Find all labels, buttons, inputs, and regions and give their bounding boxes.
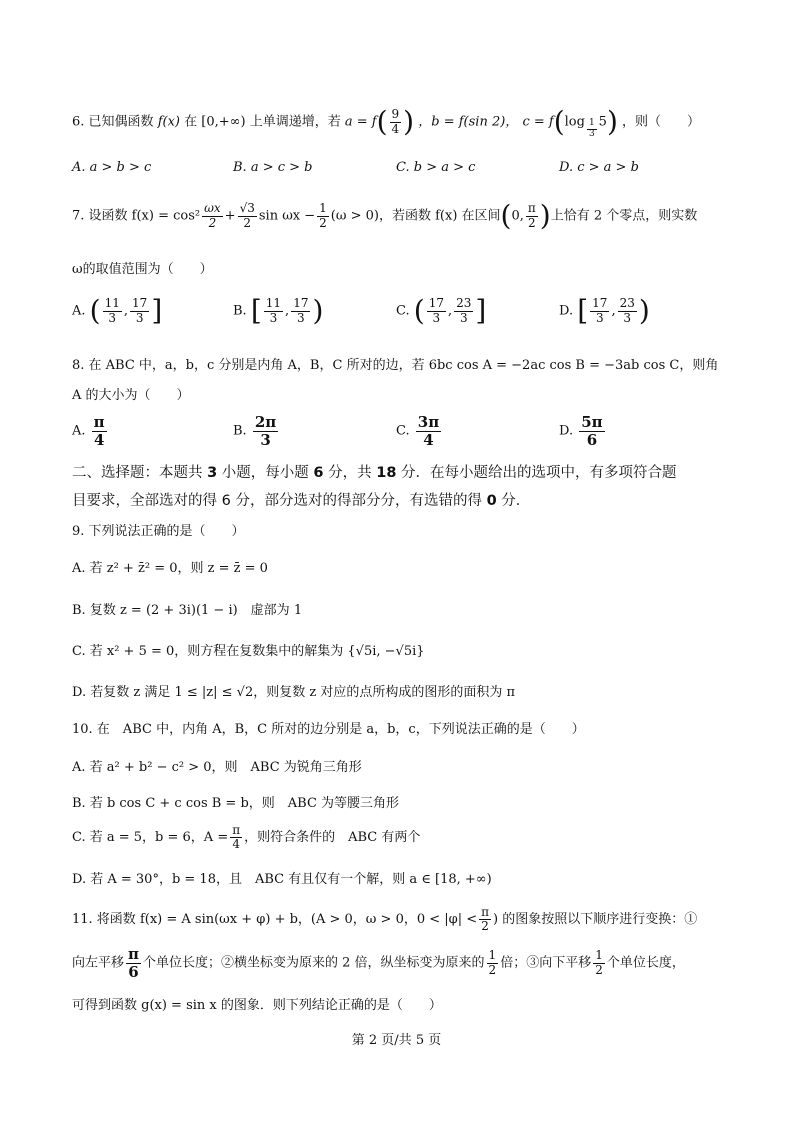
q9-option-c: C. 若 x² + 5 = 0，则方程在复数集中的解集为 {√5i, −√5i}: [72, 644, 425, 659]
q11-l1-a: 11. 将函数 f(x) = A sin(ωx + φ) + b，(A > 0，ω > 0，0 < |φ| <: [72, 912, 478, 928]
q6-interval: [0,+∞): [201, 114, 246, 130]
q8-d-frac: [579, 414, 604, 448]
q6-c-paren-close: ): [606, 105, 618, 138]
q8-b-label: B.: [233, 423, 247, 439]
q8-c-label: C.: [396, 423, 410, 439]
q7-int-close: ): [539, 199, 551, 232]
q7-int-frac: [526, 202, 538, 229]
q7-c-d2: 3: [459, 310, 468, 325]
q11-l1-den: 2: [481, 919, 489, 934]
q6-paren-open: (: [376, 105, 388, 138]
q8-option-d: [559, 414, 607, 448]
q11-l2-d2: 2: [488, 962, 497, 977]
q7-f1-num: ωx: [204, 201, 221, 216]
q7-f2-den: 2: [243, 215, 252, 230]
section2-p4: 分．在每小题给出的选项中，有多项符合题: [396, 465, 677, 481]
q7-b-d2: 3: [297, 310, 305, 325]
q6-text-c: 上单调递增，若: [249, 114, 341, 130]
q7-c-lbracket: (: [413, 294, 425, 327]
q7-c-label: C.: [396, 303, 410, 319]
section2-p3: 分，共: [323, 465, 377, 481]
q9-option-a: A. 若 z² + z̄² = 0，则 z = z̄ = 0: [72, 561, 268, 576]
q10-option-c: [72, 824, 420, 851]
q7-b-lbracket: [: [250, 294, 262, 327]
q7-option-d: D. [ $\frac{17}{3}$ , $\frac{23}{3}$ ): [559, 294, 650, 327]
q9-option-d: D. 若复数 z 满足 1 ≤ |z| ≤ √2，则复数 z 对应的点所构成的图形的面积为 π: [72, 685, 516, 700]
section2-n2: 6: [313, 465, 324, 481]
q7-d-lbracket: [: [577, 294, 589, 327]
q8-a-label: A.: [72, 423, 86, 439]
q6-stem: [72, 105, 701, 139]
q11-l2-c: 倍；③向下平移: [500, 955, 592, 971]
q7-d-d1: 3: [595, 310, 604, 325]
q7-b-n2: 17: [293, 296, 309, 311]
q7-b-frac2: [291, 297, 310, 324]
q11-l2-b: 个单位长度；②横坐标变为原来的 2 倍，纵坐标变为原来的: [143, 955, 485, 971]
q8-b-num: 2π: [254, 413, 277, 431]
q7-d-label: D.: [559, 303, 574, 319]
q7-a-n2: 17: [132, 296, 148, 311]
q10-c-text-a: C. 若 a = 5，b = 6，A =: [72, 830, 229, 846]
q7-a-d1: 3: [108, 310, 117, 325]
q11-l2-a: 向左平移: [72, 955, 125, 971]
q7-b-d1: 3: [269, 310, 278, 325]
q7-d-frac1: [590, 297, 609, 324]
q8-a-frac: [92, 414, 107, 448]
q7-a-rbracket: ]: [151, 294, 163, 327]
q7-f3-num: 1: [319, 201, 327, 216]
q11-l2-d: 个单位长度，: [606, 955, 685, 971]
q6-option-c: C. b > a > c: [396, 160, 476, 175]
q6-option-a: A. a > b > c: [72, 160, 152, 175]
q11-l2-d3: 2: [595, 962, 603, 977]
q7-d-d2: 3: [623, 310, 632, 325]
section2-n3: 18: [376, 465, 397, 481]
section2-line2: [72, 492, 530, 510]
q6-c-def: c = f: [522, 114, 554, 130]
q7-c-rbracket: ]: [475, 294, 487, 327]
q7-d-n2: 23: [619, 296, 635, 311]
q7-c-frac1: [427, 297, 446, 324]
q7-f3-den: 2: [319, 215, 327, 230]
q7-text-mid: sin ωx −: [258, 208, 316, 224]
q7-b-n1: 11: [265, 296, 282, 311]
q11-l2-n2: 1: [488, 948, 497, 963]
q6-a-def: a = f: [344, 114, 377, 130]
q7-option-a: A. ( $\frac{11}{3}$ , $\frac{17}{3}$ ]: [72, 294, 163, 327]
q8-option-c: [396, 414, 443, 448]
q8-b-den: 3: [260, 430, 271, 449]
q11-l2-d1: 6: [128, 962, 139, 981]
q8-option-a: [72, 414, 109, 448]
q7-a-frac2: [130, 297, 149, 324]
q6-a-den: 4: [391, 121, 400, 136]
q6-text-d: ，则（ ）: [622, 114, 701, 130]
q11-l2-frac1: [126, 946, 141, 980]
q7-c-frac2: [454, 297, 473, 324]
q7-f1-den: 2: [208, 215, 217, 230]
q7-text-b: 上恰有 2 个零点，则实数: [550, 208, 698, 224]
q7-text-tail: (ω > 0)，若函数 f(x) 在区间: [330, 208, 501, 224]
q7-c-n2: 23: [456, 296, 472, 311]
q10-c-den: 4: [232, 837, 240, 852]
q7-b-rbracket: ): [312, 294, 324, 327]
section2-p1: 二、选择题：本题共: [72, 465, 208, 481]
q8-b-frac: [253, 414, 278, 448]
q7-int-a: 0,: [511, 208, 524, 224]
section2-p2: 小题，每小题: [217, 465, 314, 481]
q7-int-num: π: [527, 201, 536, 216]
q6-c-base-den: 3: [588, 128, 595, 139]
q8-d-den: 6: [586, 430, 598, 449]
q8-a-num: π: [93, 413, 105, 431]
q8-a-den: 4: [93, 430, 105, 449]
q11-l2-frac3: [593, 949, 605, 976]
q7-d-frac2: [618, 297, 637, 324]
q7-stem: [72, 199, 698, 232]
q8-c-den: 4: [423, 430, 434, 449]
q10-option-a: A. 若 a² + b² − c² > 0，则 ABC 为锐角三角形: [72, 760, 362, 775]
q6-a-num: 9: [391, 107, 400, 122]
q7-b-frac1: [264, 297, 283, 324]
q6-c-arg: 5: [598, 114, 607, 130]
q9-stem: 9. 下列说法正确的是（ ）: [72, 524, 245, 539]
section2-line2b: 分．: [496, 493, 531, 509]
q10-option-b: B. 若 b cos C + c cos B = b，则 ABC 为等腰三角形: [72, 796, 400, 811]
q6-text-b: 在: [184, 114, 198, 130]
q7-option-b: B. [ $\frac{11}{3}$ , $\frac{17}{3}$ ): [233, 294, 324, 327]
q8-d-label: D.: [559, 423, 574, 439]
q11-line3: 可得到函数 g(x) = sin x 的图象．则下列结论正确的是（ ）: [72, 998, 442, 1013]
q11-l1-b: ) 的图象按照以下顺序进行变换：①: [493, 912, 698, 928]
q8-c-frac: [416, 414, 441, 448]
q8-stem-line1: 8. 在 ABC 中，a，b，c 分别是内角 A，B，C 所对的边，若 6bc cos A = −2ac cos B = −3ab cos C，则角: [72, 358, 719, 373]
q7-d-rbracket: ): [638, 294, 650, 327]
q7-a-frac1: [103, 297, 122, 324]
q7-a-lbracket: (: [89, 294, 101, 327]
q6-c-base-num: 1: [588, 117, 595, 128]
section2-line2a: 目要求，全部选对的得 6 分，部分选对的得部分分，有选错的得: [72, 493, 487, 509]
q10-c-text-b: ，则符合条件的 ABC 有两个: [244, 830, 421, 846]
q7-c-d1: 3: [432, 310, 441, 325]
q7-frac3: [317, 202, 329, 229]
q7-int-den: 2: [528, 215, 536, 230]
page-footer: 第 2 页/共 5 页: [351, 1033, 442, 1048]
q6-c-base: [587, 119, 597, 140]
q6-option-b: B. a > c > b: [233, 160, 313, 175]
q11-l2-frac2: [487, 949, 499, 976]
q7-b-label: B.: [233, 303, 247, 319]
q6-a-frac: [390, 108, 402, 135]
section2-n4: 0: [486, 493, 497, 509]
q6-text-a: 6. 已知偶函数: [72, 114, 154, 130]
q11-line2: [72, 946, 685, 980]
q7-plus: +: [224, 208, 236, 224]
q11-l2-n1: π: [128, 945, 139, 963]
q11-l2-n3: 1: [595, 948, 603, 963]
q8-stem-line2: A 的大小为（ ）: [72, 388, 190, 403]
q6-option-d: D. c > a > b: [559, 160, 639, 175]
q7-frac2: [238, 202, 257, 229]
q8-d-num: 5π: [581, 413, 603, 431]
q6-c-log: log: [564, 114, 585, 130]
q6-c-paren-open: (: [553, 105, 565, 138]
q11-line1: [72, 906, 697, 933]
q7-a-label: A.: [72, 303, 86, 319]
q7-stem-line2: ω的取值范围为（ ）: [72, 262, 213, 277]
section2-line1: [72, 464, 677, 482]
q7-text-a: 7. 设函数 f(x) = cos²: [72, 208, 201, 224]
q11-l1-num: π: [481, 905, 490, 919]
q7-f2-num: √3: [239, 201, 255, 216]
q7-int-open: (: [500, 199, 512, 232]
q8-c-num: 3π: [417, 413, 440, 431]
q6-b-def: ，b = f(sin 2)，: [418, 114, 519, 130]
q11-l1-frac: [479, 906, 491, 933]
q7-c-n1: 17: [428, 296, 444, 311]
q7-frac1: [202, 202, 223, 229]
q10-stem: 10. 在 ABC 中，内角 A，B，C 所对的边分别是 a，b，c，下列说法正确的是（ ）: [72, 722, 585, 737]
q7-d-n1: 17: [592, 296, 608, 311]
q9-option-b: B. 复数 z = (2 + 3i)(1 − i) 虚部为 1: [72, 603, 303, 618]
q10-option-d: D. 若 A = 30°，b = 18，且 ABC 有且仅有一个解，则 a ∈ [18, +∞): [72, 872, 492, 887]
q7-option-c: C. ( $\frac{17}{3}$ , $\frac{23}{3}$ ]: [396, 294, 487, 327]
q6-fx: f(x): [157, 114, 180, 130]
section2-n1: 3: [207, 465, 218, 481]
q8-option-b: [233, 414, 280, 448]
q6-paren-close: ): [403, 105, 415, 138]
q10-c-frac: [230, 824, 242, 851]
q7-a-d2: 3: [135, 310, 144, 325]
q10-c-num: π: [232, 823, 241, 837]
q7-a-n1: 11: [104, 296, 120, 311]
